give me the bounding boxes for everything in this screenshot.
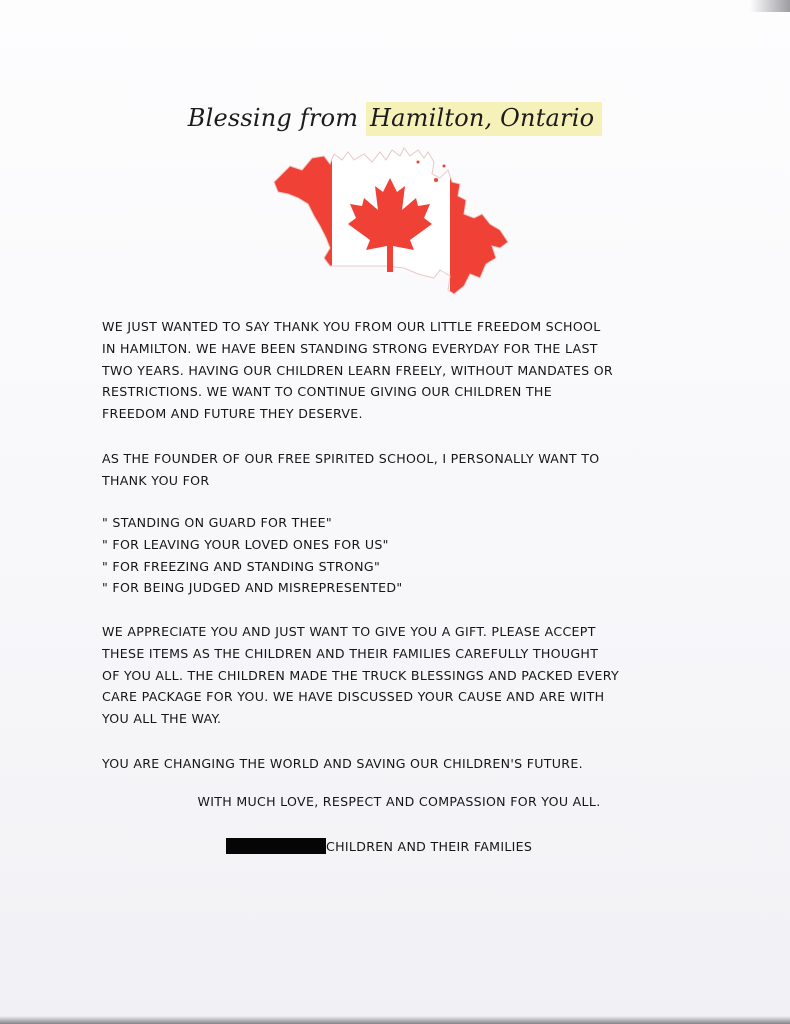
scan-corner-shadow: [750, 0, 790, 12]
paragraph-changing-world: [102, 753, 692, 775]
title-highlight-location: Hamilton, Ontario: [366, 102, 602, 136]
text-line: WE APPRECIATE YOU AND JUST WANT TO GIVE YOU A GIFT. PLEASE ACCEPT: [102, 624, 596, 639]
quote-list: [102, 512, 692, 599]
quote-item: " FOR FREEZING AND STANDING STRONG": [102, 558, 381, 574]
title-prefix: Blessing from: [187, 104, 359, 132]
scan-bottom-shadow: [0, 1016, 790, 1024]
redaction-bar: [226, 838, 326, 854]
text-line: YOU ALL THE WAY.: [102, 711, 222, 727]
canada-flag-map-icon: [268, 144, 518, 304]
text-line: IN HAMILTON. WE HAVE BEEN STANDING STRONG EVERYDAY FOR THE LAST: [102, 340, 598, 356]
text-line: TWO YEARS. HAVING OUR CHILDREN LEARN FREELY, WITHOUT MANDATES OR: [102, 362, 613, 378]
quote-item: " FOR LEAVING YOUR LOVED ONES FOR US": [102, 536, 389, 552]
text-line: THANK YOU FOR: [102, 472, 210, 488]
signature-line: [226, 838, 532, 856]
signature-text: CHILDREN AND THEIR FAMILIES: [326, 839, 533, 854]
paragraph-thank-you: [102, 316, 692, 425]
text-line: RESTRICTIONS. WE WANT TO CONTINUE GIVING OUR CHILDREN THE: [102, 384, 552, 400]
paragraph-founder: [102, 448, 692, 492]
letter-title: [0, 104, 790, 132]
text-line: THESE ITEMS AS THE CHILDREN AND THEIR FAMILIES CAREFULLY THOUGHT: [102, 645, 599, 661]
text-line: WE JUST WANTED TO SAY THANK YOU FROM OUR LITTLE FREEDOM SCHOOL: [102, 319, 601, 334]
quote-item: " FOR BEING JUDGED AND MISREPRESENTED": [102, 580, 403, 596]
quote-item: " STANDING ON GUARD FOR THEE": [102, 515, 332, 530]
text-line: FREEDOM AND FUTURE THEY DESERVE.: [102, 406, 363, 422]
text-line: YOU ARE CHANGING THE WORLD AND SAVING OUR CHILDREN'S FUTURE.: [102, 756, 583, 771]
text-line: AS THE FOUNDER OF OUR FREE SPIRITED SCHOOL, I PERSONALLY WANT TO: [102, 451, 600, 466]
closing-line: WITH MUCH LOVE, RESPECT AND COMPASSION FOR YOU ALL.: [197, 794, 601, 809]
text-line: OF YOU ALL. THE CHILDREN MADE THE TRUCK BLESSINGS AND PACKED EVERY: [102, 667, 619, 683]
text-line: CARE PACKAGE FOR YOU. WE HAVE DISCUSSED YOUR CAUSE AND ARE WITH: [102, 689, 605, 705]
paragraph-gift: [102, 621, 692, 730]
